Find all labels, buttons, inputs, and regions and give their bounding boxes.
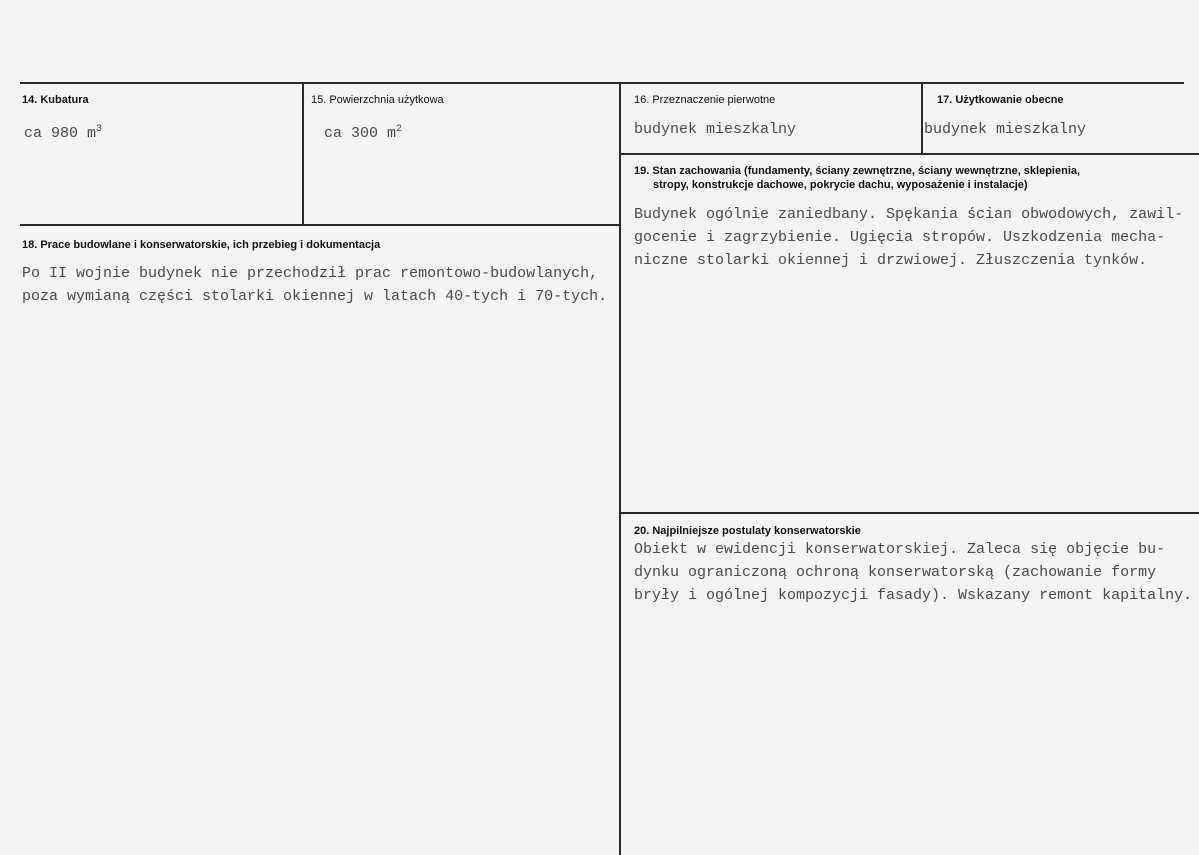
field-19-label-line-2: stropy, konstrukcje dachowe, pokrycie dachu, wyposażenie i instalacje) [653, 179, 1028, 191]
field-20-line-3: bryły i ogólnej kompozycji fasady). Wskazany remont kapitalny. [634, 587, 1193, 604]
field-17-label: 17. Użytkowanie obecne [937, 94, 1064, 106]
field-16-label: 16. Przeznaczenie pierwotne [634, 94, 776, 106]
field-19-line-1: Budynek ogólnie zaniedbany. Spękania ścian obwodowych, zawil- [634, 206, 1184, 223]
field-18-label: 18. Prace budowlane i konserwatorskie, ich przebieg i dokumentacja [22, 239, 381, 251]
field-16-value: budynek mieszkalny [634, 121, 797, 138]
field-15-value-text: ca 300 m [324, 125, 397, 142]
rule-above-20 [620, 512, 1199, 514]
field-19-text [634, 203, 1183, 272]
rule-under-16-17 [620, 153, 1199, 155]
field-15-unit-exponent: 2 [396, 124, 403, 135]
field-14-label: 14. Kubatura [22, 94, 89, 106]
field-19-line-3: niczne stolarki okiennej i drzwiowej. Złuszczenia tynków. [634, 252, 1148, 269]
field-14-value-text: ca 980 m [24, 125, 97, 142]
divider-16-17 [921, 83, 923, 153]
field-20-text [634, 538, 1192, 607]
field-18-line-1: Po II wojnie budynek nie przechodził prac remontowo-budowlanych, [22, 265, 599, 282]
divider-main-vertical [619, 83, 621, 855]
top-rule [20, 82, 1184, 84]
field-19-label-line-1: 19. Stan zachowania (fundamenty, ściany zewnętrzne, ściany wewnętrzne, sklepienia, [634, 165, 1081, 177]
field-19-line-2: gocenie i zagrzybienie. Ugięcia stropów. Uszkodzenia mecha- [634, 229, 1166, 246]
field-14-unit-exponent: 3 [96, 124, 103, 135]
field-17-value: budynek mieszkalny [924, 121, 1087, 138]
field-15-label: 15. Powierzchnia użytkowa [311, 94, 444, 106]
rule-under-14-15 [20, 224, 620, 226]
field-18-text [22, 262, 607, 308]
field-14-value [24, 118, 102, 145]
field-20-label: 20. Najpilniejsze postulaty konserwatorskie [634, 525, 861, 537]
field-18-line-2: poza wymianą części stolarki okiennej w latach 40-tych i 70-tych. [22, 288, 608, 305]
field-15-value [324, 118, 402, 145]
divider-14-15 [302, 83, 304, 225]
field-20-line-2: dynku ograniczoną ochroną konserwatorską (zachowanie formy [634, 564, 1157, 581]
field-20-line-1: Obiekt w ewidencji konserwatorskiej. Zaleca się objęcie bu- [634, 541, 1166, 558]
